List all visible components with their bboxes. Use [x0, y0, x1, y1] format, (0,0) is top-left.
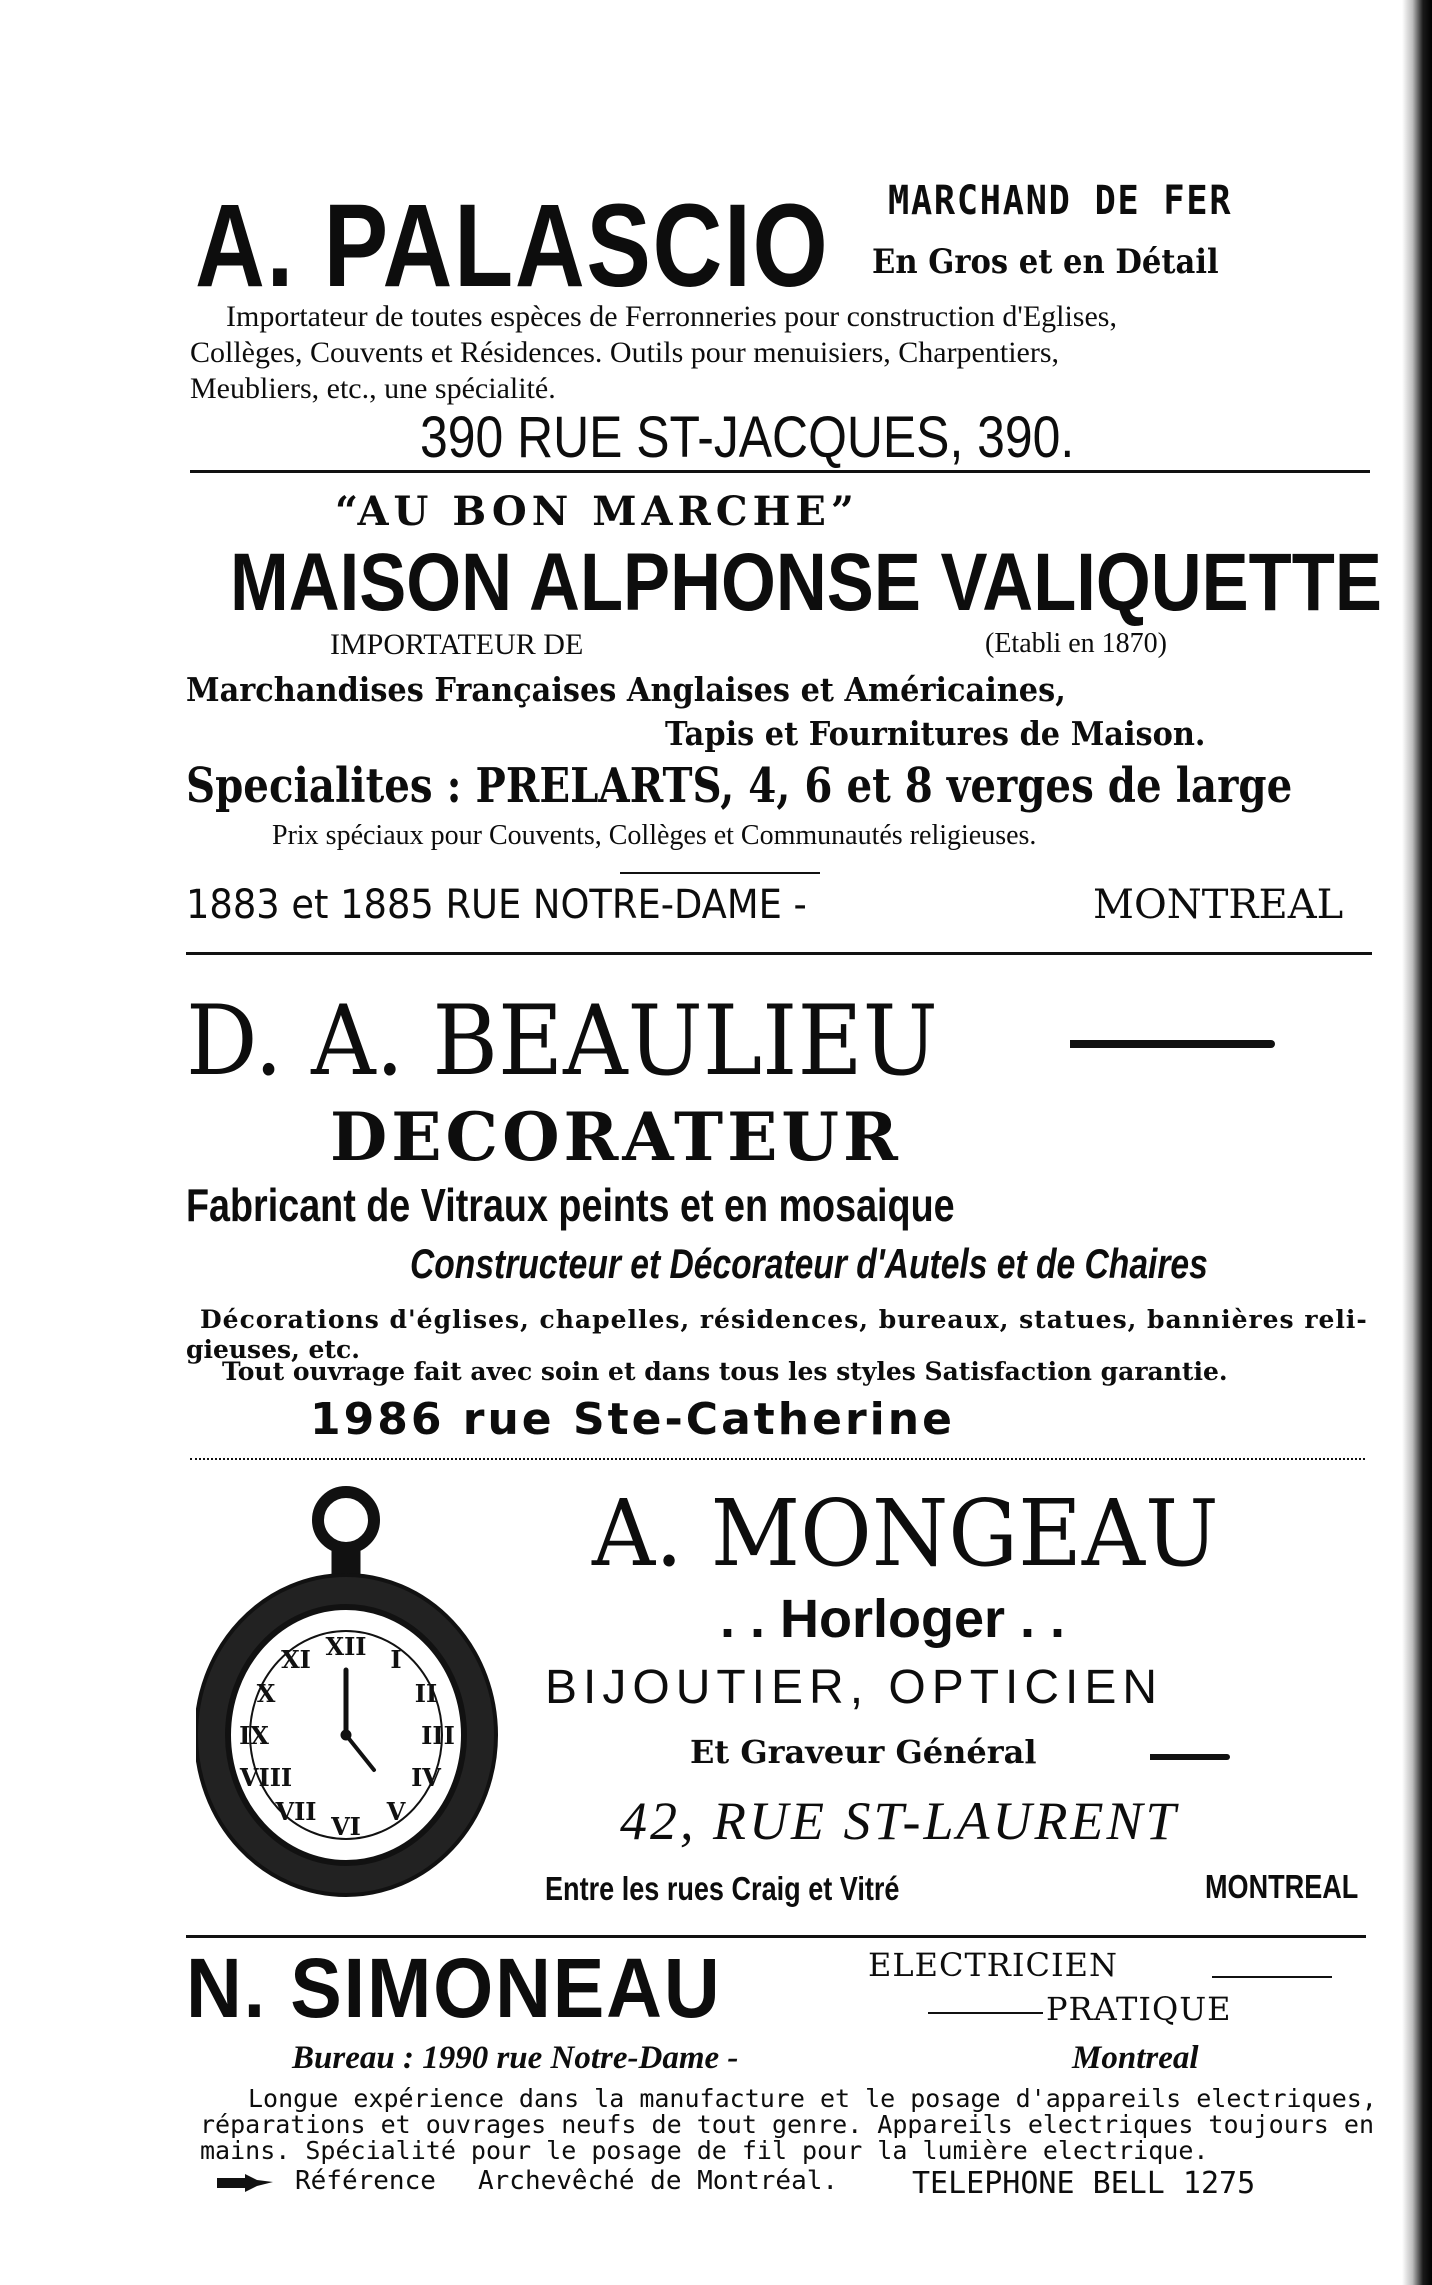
valiquette-specialties: Specialites : PRELARTS, 4, 6 et 8 verges de large — [186, 758, 1293, 814]
palascio-address: 390 RUE ST-JACQUES, 390. — [420, 405, 1075, 470]
beaulieu-address: 1986 rue Ste-Catherine — [310, 1394, 955, 1445]
mongeau-address: 42, RUE ST-LAURENT — [620, 1791, 1179, 1851]
pointing-hand-icon — [215, 2172, 275, 2194]
divider — [190, 470, 1370, 473]
svg-text:XI: XI — [281, 1645, 311, 1674]
valiquette-address: 1883 et 1885 RUE NOTRE-DAME - — [186, 882, 807, 928]
svg-text:VII: VII — [275, 1797, 317, 1826]
beaulieu-line-3: Décorations d'églises, chapelles, résidences, bureaux, statues, bannières reli- — [200, 1305, 1368, 1334]
simoneau-body-line-1: Longue expérience dans la manufacture et le posage d'appareils electriques, — [248, 2084, 1377, 2113]
valiquette-furnishings: Tapis et Fournitures de Maison. — [665, 714, 1206, 753]
svg-text:II: II — [414, 1679, 438, 1708]
mongeau-city: MONTREAL — [1205, 1868, 1359, 1905]
beaulieu-name: D. A. BEAULIEU — [186, 985, 938, 1097]
svg-text:III: III — [421, 1721, 455, 1750]
palascio-name: A. PALASCIO — [195, 180, 830, 312]
beaulieu-line-4: gieuses, etc. — [186, 1335, 360, 1364]
svg-text:VIII: VIII — [239, 1763, 293, 1792]
beaulieu-line-2: Constructeur et Décorateur d'Autels et de Chaires — [410, 1240, 1208, 1287]
beaulieu-line-5: Tout ouvrage fait avec soin et dans tous les styles Satisfaction garantie. — [222, 1357, 1228, 1386]
svg-text:I: I — [390, 1645, 402, 1674]
svg-text:V: V — [386, 1797, 406, 1826]
simoneau-trade-2: PRATIQUE — [1046, 1990, 1232, 2028]
valiquette-goods: Marchandises Françaises Anglaises et Américaines, — [186, 670, 1066, 709]
simoneau-city: Montreal — [1072, 2040, 1199, 2076]
divider — [186, 1935, 1366, 1938]
mongeau-trade: . . Horloger . . — [720, 1589, 1066, 1649]
simoneau-reference-label: Référence — [295, 2166, 436, 2196]
bon-marche-title: “AU BON MARCHE” — [335, 488, 859, 535]
simoneau-telephone: TELEPHONE BELL 1275 — [912, 2166, 1256, 2201]
svg-text:VI: VI — [331, 1812, 361, 1841]
palascio-desc-line-3: Meubliers, etc., une spécialité. — [190, 372, 556, 405]
simoneau-body-line-2: réparations et ouvrages neufs de tout genre. Appareils electriques toujours en — [200, 2110, 1374, 2139]
palascio-desc-line-1: Importateur de toutes espèces de Ferronneries pour construction d'Eglises, — [226, 300, 1117, 333]
valiquette-prices: Prix spéciaux pour Couvents, Collèges et Communautés religieuses. — [272, 820, 1037, 851]
beaulieu-line-1: Fabricant de Vitraux peints et en mosaique — [186, 1179, 955, 1231]
short-divider — [620, 872, 820, 874]
palascio-desc-line-2: Collèges, Couvents et Résidences. Outils pour menuisiers, Charpentiers, — [190, 336, 1060, 369]
divider — [186, 952, 1372, 955]
simoneau-name: N. SIMONEAU — [186, 1941, 722, 2035]
valiquette-established: (Etabli en 1870) — [985, 628, 1167, 659]
svg-text:IX: IX — [239, 1721, 269, 1750]
simoneau-body-line-3: mains. Spécialité pour le posage de fil pour la lumière electrique. — [200, 2136, 1209, 2165]
valiquette-importer: IMPORTATEUR DE — [330, 628, 584, 661]
short-divider — [928, 2012, 1043, 2014]
simoneau-reference: Archevêché de Montréal. — [478, 2166, 839, 2196]
valiquette-name: MAISON ALPHONSE VALIQUETTE — [230, 537, 1382, 628]
svg-text:X: X — [256, 1679, 276, 1708]
short-divider — [1212, 1976, 1332, 1978]
palascio-wholesale: En Gros et en Détail — [872, 242, 1219, 282]
pocket-watch-illustration — [196, 1480, 526, 1900]
simoneau-trade-1: ELECTRICIEN — [868, 1946, 1119, 1984]
palascio-trade: MARCHAND DE FER — [888, 178, 1233, 224]
mongeau-name: A. MONGEAU — [592, 1480, 1219, 1587]
page-edge-shadow — [1402, 0, 1432, 2285]
beaulieu-title: DECORATEUR — [330, 1098, 902, 1176]
divider — [190, 1458, 1365, 1460]
mongeau-jeweller: BIJOUTIER, OPTICIEN — [545, 1661, 1164, 1714]
valiquette-city: MONTREAL — [1093, 882, 1344, 928]
simoneau-office: Bureau : 1990 rue Notre-Dame - — [292, 2040, 739, 2076]
mongeau-between-streets: Entre les rues Craig et Vitré — [545, 1870, 900, 1907]
svg-text:XII: XII — [325, 1632, 367, 1661]
svg-text:IV: IV — [411, 1763, 441, 1792]
mongeau-engraver: Et Graveur Général — [690, 1733, 1037, 1771]
ornamental-dash — [1150, 1754, 1230, 1760]
ornamental-dash — [1070, 1040, 1275, 1048]
